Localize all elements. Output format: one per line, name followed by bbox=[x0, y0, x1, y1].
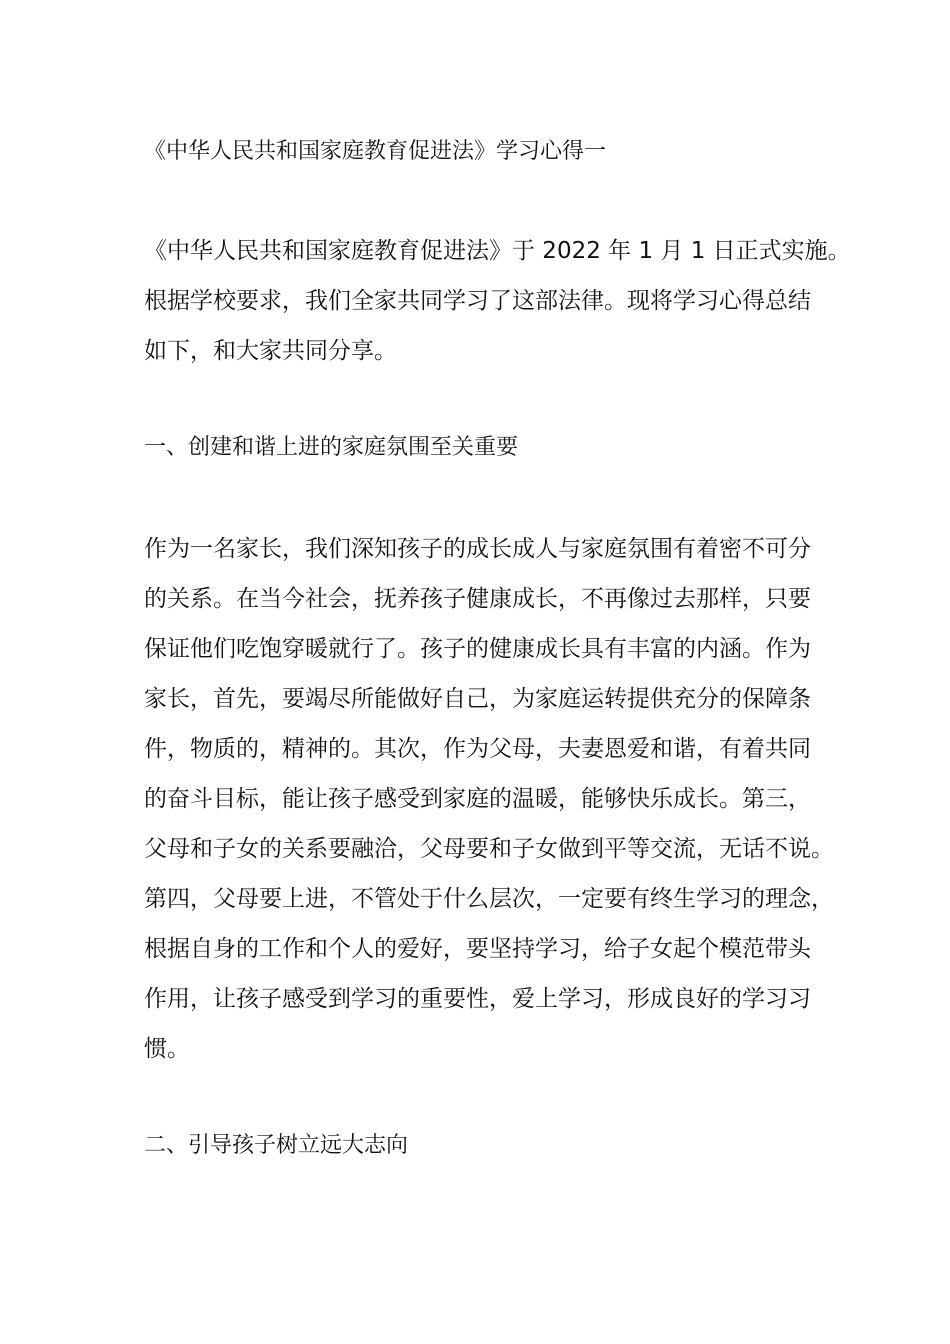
text-line: 根据学校要求，我们全家共同学习了这部法律。现将学习心得总结 bbox=[144, 288, 811, 314]
section-heading-1: 一、创建和谐上进的家庭氛围至关重要 bbox=[144, 435, 519, 460]
text-line: 如下，和大家共同分享。 bbox=[144, 338, 397, 364]
text-line: 父母和子女的关系要融洽，父母要和子女做到平等交流，无话不说。 bbox=[144, 836, 834, 862]
intro-paragraph bbox=[144, 226, 851, 376]
text-line: 《中华人民共和国家庭教育促进法》于 2022 年 1 月 1 日正式实施。 bbox=[144, 238, 851, 264]
text-line: 第四，父母要上进，不管处于什么层次，一定要有终生学习的理念， bbox=[144, 886, 834, 912]
text-line: 件，物质的，精神的。其次，作为父母，夫妻恩爱和谐，有着共同 bbox=[144, 736, 811, 762]
section-heading-2: 二、引导孩子树立远大志向 bbox=[144, 1133, 409, 1158]
text-line: 作为一名家长，我们深知孩子的成长成人与家庭氛围有着密不可分 bbox=[144, 536, 811, 562]
section-1-paragraph bbox=[144, 524, 834, 1074]
text-line: 根据自身的工作和个人的爱好，要坚持学习，给子女起个模范带头 bbox=[144, 936, 811, 962]
text-line: 保证他们吃饱穿暖就行了。孩子的健康成长具有丰富的内涵。作为 bbox=[144, 636, 811, 662]
text-line: 家长，首先，要竭尽所能做好自己，为家庭运转提供充分的保障条 bbox=[144, 686, 811, 712]
text-line: 作用，让孩子感受到学习的重要性，爱上学习，形成良好的学习习 bbox=[144, 986, 811, 1012]
text-line: 惯。 bbox=[144, 1036, 190, 1062]
text-line: 的奋斗目标，能让孩子感受到家庭的温暖，能够快乐成长。第三， bbox=[144, 786, 811, 812]
text-line: 的关系。在当今社会，抚养孩子健康成长，不再像过去那样，只要 bbox=[144, 586, 811, 612]
document-title: 《中华人民共和国家庭教育促进法》学习心得一 bbox=[144, 139, 607, 164]
